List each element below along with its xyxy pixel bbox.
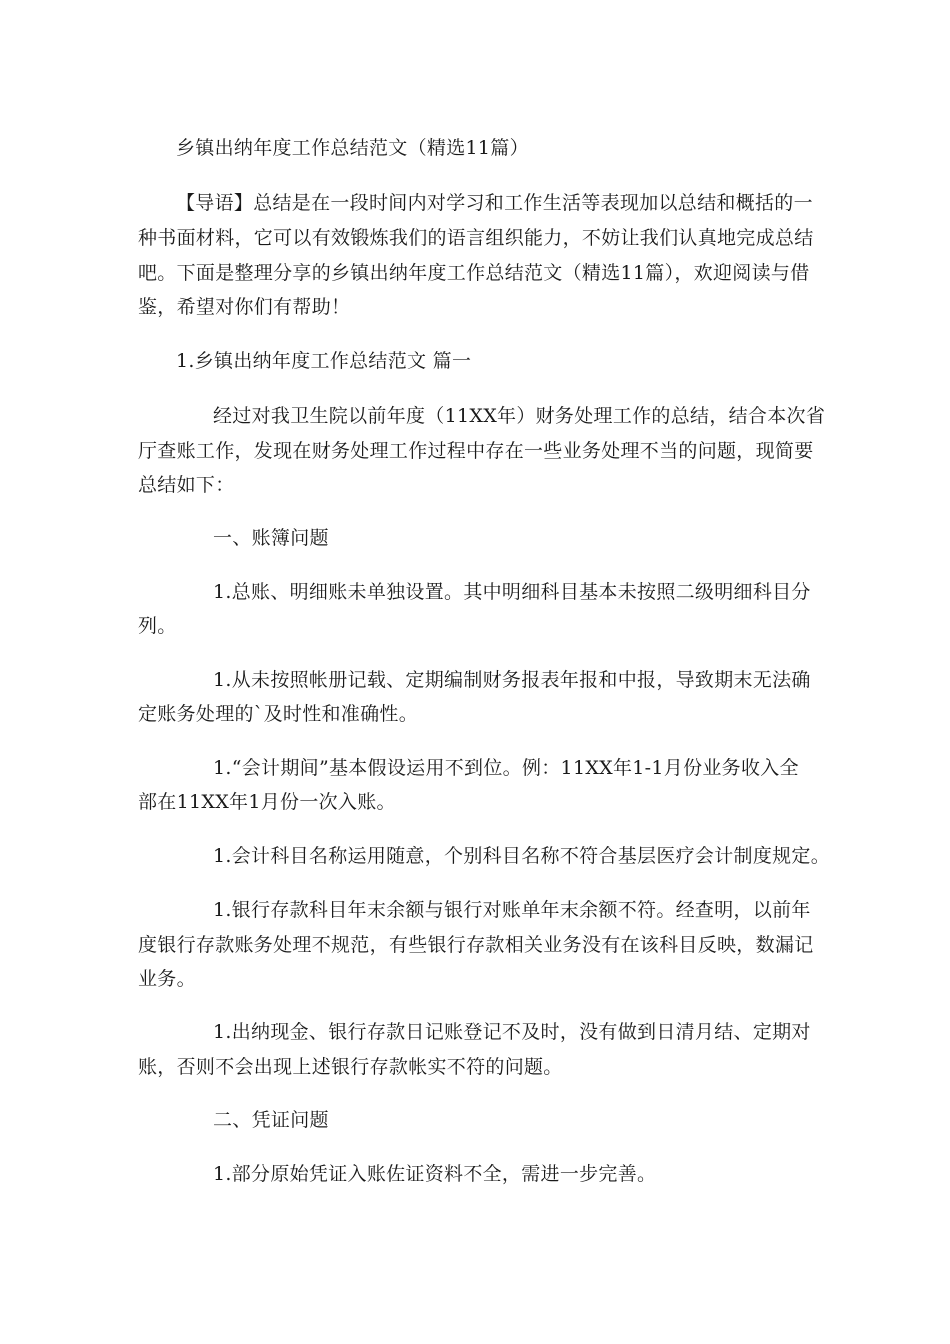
document-title: 乡镇出纳年度工作总结范文（精选11篇） xyxy=(176,137,529,159)
item-5-line-2: 度银行存款账务处理不规范，有些银行存款相关业务没有在该科目反映，数漏记 xyxy=(138,934,814,956)
item-7-line-1: 1.部分原始凭证入账佐证资料不全，需进一步完善。 xyxy=(213,1163,657,1185)
paragraph-1-line-1: 经过对我卫生院以前年度（11XX年）财务处理工作的总结，结合本次省 xyxy=(213,405,826,427)
item-1-line-1: 1.总账、明细账未单独设置。其中明细科目基本未按照二级明细科目分 xyxy=(213,581,811,603)
item-1-line-2: 列。 xyxy=(138,615,177,637)
intro-line-3: 吧。下面是整理分享的乡镇出纳年度工作总结范文（精选11篇），欢迎阅读与借 xyxy=(138,262,810,284)
item-5-line-1: 1.银行存款科目年末余额与银行对账单年末余额不符。经查明，以前年 xyxy=(213,899,811,921)
item-4-line-1: 1.会计科目名称运用随意，个别科目名称不符合基层医疗会计制度规定。 xyxy=(213,845,831,867)
subheading-voucher-issues: 二、凭证问题 xyxy=(213,1109,329,1131)
item-5-line-3: 业务。 xyxy=(138,968,196,990)
item-2-line-2: 定账务处理的`及时性和准确性。 xyxy=(138,703,419,725)
subheading-ledger-issues: 一、账簿问题 xyxy=(213,527,329,549)
item-6-line-2: 账，否则不会出现上述银行存款帐实不符的问题。 xyxy=(138,1056,563,1078)
paragraph-1-line-3: 总结如下： xyxy=(138,474,235,496)
item-6-line-1: 1.出纳现金、银行存款日记账登记不及时，没有做到日清月结、定期对 xyxy=(213,1021,811,1043)
intro-line-2: 种书面材料，它可以有效锻炼我们的语言组织能力，不妨让我们认真地完成总结 xyxy=(138,227,814,249)
item-3-line-1: 1.“会计期间”基本假设运用不到位。例：11XX年1-1月份业务收入全 xyxy=(213,757,799,779)
intro-line-1: 【导语】总结是在一段时间内对学习和工作生活等表现加以总结和概括的一 xyxy=(176,192,813,214)
item-3-line-2: 部在11XX年1月份一次入账。 xyxy=(138,791,396,813)
item-2-line-1: 1.从未按照帐册记载、定期编制财务报表年报和中报，导致期末无法确 xyxy=(213,669,811,691)
paragraph-1-line-2: 厅查账工作，发现在财务处理工作过程中存在一些业务处理不当的问题，现简要 xyxy=(138,440,814,462)
section-heading-1: 1.乡镇出纳年度工作总结范文 篇一 xyxy=(176,350,472,372)
intro-line-4: 鉴，希望对你们有帮助！ xyxy=(138,296,351,318)
